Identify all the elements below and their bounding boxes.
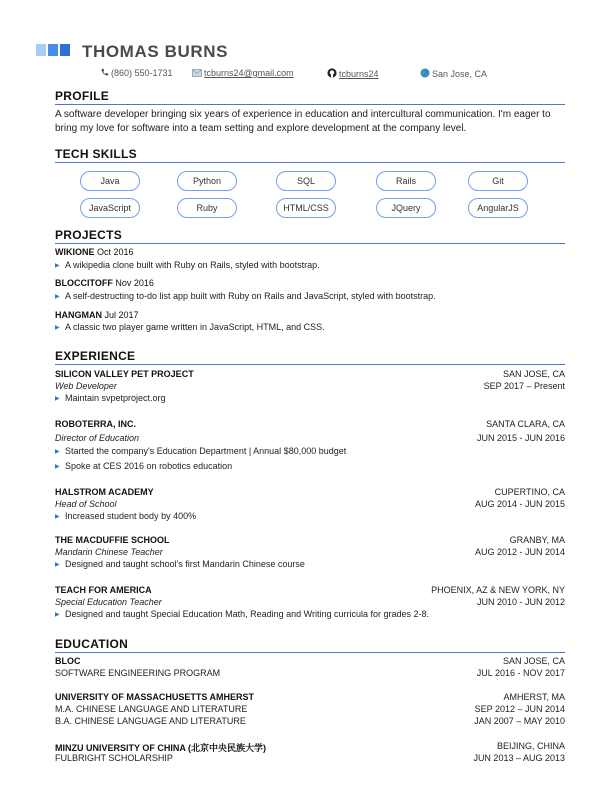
education-program: SOFTWARE ENGINEERING PROGRAM bbox=[55, 668, 221, 678]
experience-location: CUPERTINO, CA bbox=[494, 487, 565, 497]
experience-bullet bbox=[55, 446, 346, 456]
projects-heading: PROJECTS bbox=[55, 228, 565, 244]
logo-block-dark bbox=[60, 44, 70, 56]
education-dates: JUN 2013 – AUG 2013 bbox=[473, 753, 565, 763]
experience-org: THE MACDUFFIE SCHOOL bbox=[55, 535, 170, 545]
education-org: MINZU UNIVERSITY OF CHINA (北京中央民族大学) bbox=[55, 743, 266, 753]
experience-role: Web Developer bbox=[55, 381, 117, 391]
education-dates: JAN 2007 – MAY 2010 bbox=[474, 716, 565, 726]
location bbox=[420, 68, 487, 79]
experience-heading: EXPERIENCE bbox=[55, 349, 565, 365]
project-bullet bbox=[55, 291, 436, 301]
education-program: FULBRIGHT SCHOLARSHIP bbox=[55, 753, 173, 763]
skill-pill: Git bbox=[468, 171, 528, 191]
bullet-triangle-icon: ▶ bbox=[55, 325, 60, 331]
experience-location: SANTA CLARA, CA bbox=[486, 419, 565, 429]
skill-pill: JQuery bbox=[376, 198, 436, 218]
project-date: Jul 2017 bbox=[104, 310, 139, 320]
project-name: WIKIONE bbox=[55, 247, 95, 257]
project-heading bbox=[55, 310, 139, 320]
education-location: BEIJING, CHINA bbox=[496, 741, 565, 751]
project-date: Nov 2016 bbox=[115, 278, 154, 288]
skill-pill: Java bbox=[80, 171, 140, 191]
experience-bullet bbox=[55, 609, 429, 619]
skills-heading: TECH SKILLS bbox=[55, 147, 565, 163]
education-org: BLOC bbox=[55, 656, 81, 666]
bullet-text: Designed and taught school's first Mandarin Chinese course bbox=[65, 559, 305, 569]
project-date: Oct 2016 bbox=[97, 247, 134, 257]
education-program: M.A. CHINESE LANGUAGE AND LITERATURE bbox=[55, 704, 248, 714]
logo bbox=[36, 44, 72, 56]
experience-org: TEACH FOR AMERICA bbox=[55, 585, 152, 595]
project-heading bbox=[55, 278, 154, 288]
bullet-text: A wikipedia clone built with Ruby on Rails, styled with bootstrap. bbox=[65, 260, 320, 270]
email[interactable] bbox=[192, 68, 294, 78]
experience-bullet bbox=[55, 511, 196, 521]
experience-bullet bbox=[55, 461, 232, 471]
experience-org: ROBOTERRA, INC. bbox=[55, 419, 136, 429]
bullet-text: Designed and taught Special Education Math, Reading and Writing curricula for grades 2-8. bbox=[65, 609, 430, 619]
education-dates: SEP 2012 – JUN 2014 bbox=[474, 704, 565, 714]
skill-pill: SQL bbox=[276, 171, 336, 191]
experience-bullet bbox=[55, 393, 166, 403]
bullet-triangle-icon: ▶ bbox=[55, 514, 60, 520]
experience-location: SAN JOSE, CA bbox=[502, 369, 565, 379]
project-bullet bbox=[55, 322, 325, 332]
bullet-triangle-icon: ▶ bbox=[55, 562, 60, 568]
logo-block-mid bbox=[48, 44, 58, 56]
bullet-text: A self-destructing to-do list app built with Ruby on Rails and JavaScript, styled with bootstrap. bbox=[65, 291, 436, 301]
skill-pill: AngularJS bbox=[468, 198, 528, 218]
mail-icon bbox=[192, 69, 202, 77]
experience-org: HALSTROM ACADEMY bbox=[55, 487, 154, 497]
profile-heading: PROFILE bbox=[55, 89, 565, 105]
bullet-triangle-icon: ▶ bbox=[55, 396, 60, 402]
skill-pill: HTML/CSS bbox=[276, 198, 336, 218]
experience-dates: AUG 2012 - JUN 2014 bbox=[474, 547, 565, 557]
bullet-triangle-icon: ▶ bbox=[55, 449, 60, 455]
experience-bullet bbox=[55, 559, 305, 569]
education-heading: EDUCATION bbox=[55, 637, 565, 653]
education-program: B.A. CHINESE LANGUAGE AND LITERATURE bbox=[55, 716, 246, 726]
skill-pill: JavaScript bbox=[80, 198, 140, 218]
experience-dates: JUN 2015 - JUN 2016 bbox=[476, 433, 565, 443]
bullet-text: A classic two player game written in JavaScript, HTML, and CSS. bbox=[65, 322, 325, 332]
experience-location: PHOENIX, AZ & NEW YORK, NY bbox=[431, 585, 565, 595]
github[interactable] bbox=[327, 68, 379, 79]
logo-block-light bbox=[36, 44, 46, 56]
phone-text: (860) 550-1731 bbox=[111, 68, 173, 78]
location-text: San Jose, CA bbox=[432, 69, 488, 79]
bullet-triangle-icon: ▶ bbox=[55, 294, 60, 300]
experience-dates: AUG 2014 - JUN 2015 bbox=[474, 499, 565, 509]
bullet-text: Started the company's Education Department | Annual $80,000 budget bbox=[65, 446, 347, 456]
education-location: SAN JOSE, CA bbox=[502, 656, 565, 666]
experience-dates: JUN 2010 - JUN 2012 bbox=[476, 597, 565, 607]
education-dates: JUL 2016 - NOV 2017 bbox=[476, 668, 565, 678]
bullet-triangle-icon: ▶ bbox=[55, 612, 60, 618]
bullet-text: Increased student body by 400% bbox=[65, 511, 197, 521]
skill-pill: Ruby bbox=[177, 198, 237, 218]
project-heading bbox=[55, 247, 134, 257]
experience-role: Special Education Teacher bbox=[55, 597, 162, 607]
globe-icon bbox=[420, 68, 430, 78]
skill-pill: Rails bbox=[376, 171, 436, 191]
email-link[interactable]: tcburns24@gmail.com bbox=[204, 68, 294, 78]
skill-pill: Python bbox=[177, 171, 237, 191]
experience-role: Head of School bbox=[55, 499, 117, 509]
experience-dates: SEP 2017 – Present bbox=[483, 381, 565, 391]
project-bullet bbox=[55, 260, 320, 270]
bullet-triangle-icon: ▶ bbox=[55, 263, 60, 269]
phone-icon bbox=[100, 68, 109, 77]
project-name: HANGMAN bbox=[55, 310, 102, 320]
experience-role: Director of Education bbox=[55, 433, 140, 443]
profile-text: A software developer bringing six years of experience in education and intercultural communication. I'm eager to bring my love for software into a team setting and explore development at the company level. bbox=[55, 109, 551, 134]
github-link[interactable]: tcburns24 bbox=[339, 69, 379, 79]
experience-role: Mandarin Chinese Teacher bbox=[55, 547, 163, 557]
bullet-text: Maintain svpetproject.org bbox=[65, 393, 166, 403]
education-location: AMHERST, MA bbox=[503, 692, 565, 702]
bullet-text: Spoke at CES 2016 on robotics education bbox=[65, 461, 233, 471]
education-org: UNIVERSITY OF MASSACHUSETTS AMHERST bbox=[55, 692, 255, 702]
resume-name: THOMAS BURNS bbox=[82, 42, 229, 61]
experience-org: SILICON VALLEY PET PROJECT bbox=[55, 369, 194, 379]
bullet-triangle-icon: ▶ bbox=[55, 464, 60, 470]
experience-location: GRANBY, MA bbox=[509, 535, 565, 545]
github-icon bbox=[327, 68, 337, 78]
phone bbox=[100, 68, 173, 78]
project-name: BLOCCITOFF bbox=[55, 278, 113, 288]
